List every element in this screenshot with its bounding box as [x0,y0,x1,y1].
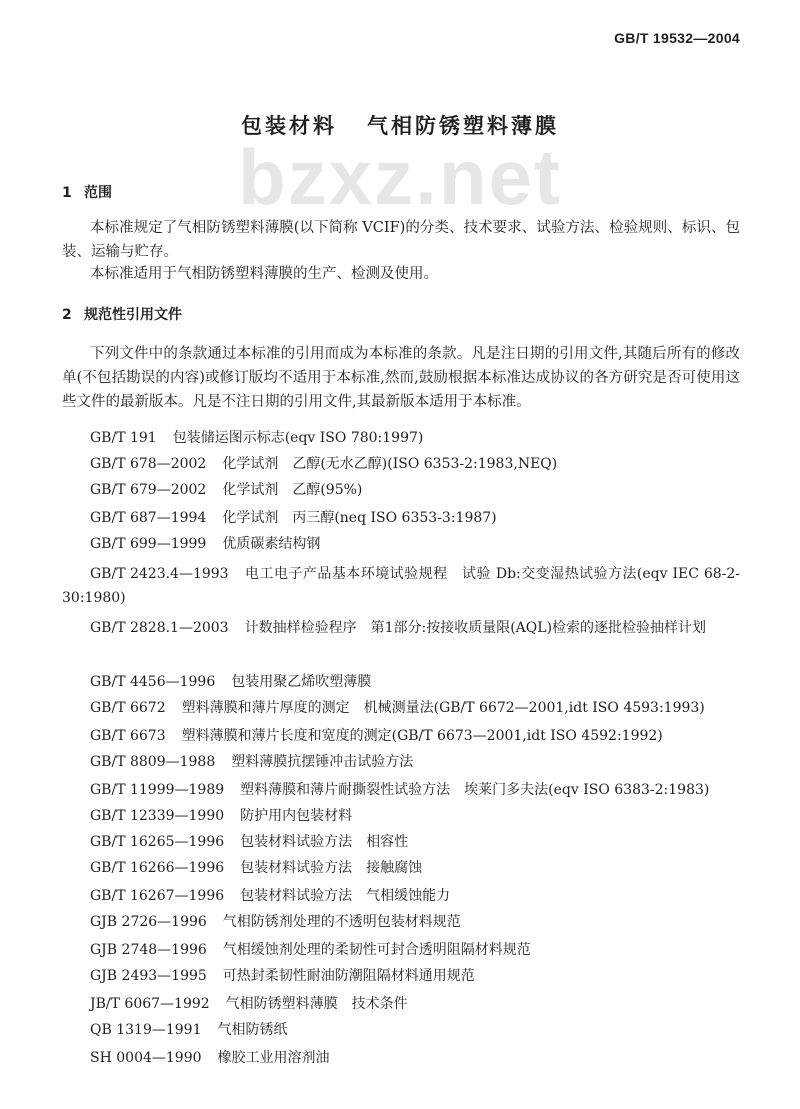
reference-item [62,1018,740,1042]
reference-item [62,1046,740,1070]
section-2-heading [62,304,182,324]
reference-item [62,696,740,720]
ref-code: GB/T 678—2002 [90,456,207,472]
section-1-paragraph-1: 本标准规定了气相防锈塑料薄膜(以下简称 VCIF)的分类、技术要求、试验方法、检验规则、标识、包装、运输与贮存。 [62,220,740,260]
ref-code: GB/T 11999—1989 [90,782,225,798]
ref-title: 化学试剂 乙醇(无水乙醇)(ISO 6353-2:1983,NEQ) [222,456,558,472]
ref-title: 塑料薄膜抗摆锤冲击试验方法 [231,754,414,770]
ref-code: GB/T 687—1994 [90,510,207,526]
section-number: 1 [62,185,72,201]
section-1-heading [62,182,112,202]
ref-title: 防护用内包装材料 [240,808,353,824]
ref-title: 橡胶工业用溶剂油 [217,1050,330,1066]
watermark: bzxz.net [238,133,562,221]
ref-code: GB/T 16266—1996 [90,860,225,876]
ref-code: GB/T 16267—1996 [90,888,225,904]
ref-code: JB/T 6067—1992 [90,996,210,1012]
reference-item [62,856,740,880]
section-title: 规范性引用文件 [84,307,182,323]
reference-item [62,750,740,774]
ref-code: GB/T 2423.4—1993 [90,566,229,582]
section-number: 2 [62,307,72,323]
ref-title: 气相缓蚀剂处理的柔韧性可封合透明阻隔材料规范 [222,942,531,958]
ref-title: 化学试剂 乙醇(95%) [222,482,363,498]
ref-title: 电工电子产品基本环境试验规程 试验 Db:交变湿热试验方法(eqv IEC 68-2-30:1980) [62,566,740,606]
ref-title: 包装材料试验方法 接触腐蚀 [240,860,423,876]
ref-title: 可热封柔韧性耐油防潮阻隔材料通用规范 [222,968,475,984]
ref-code: GB/T 6672 [90,700,166,716]
reference-item [62,884,740,908]
ref-title: 包装用聚乙烯吹塑薄膜 [231,674,372,690]
ref-title: 包装储运图示标志(eqv ISO 780:1997) [172,430,424,446]
ref-title: 包装材料试验方法 相容性 [240,834,409,850]
reference-item [62,778,740,802]
section-1-paragraph-2: 本标准适用于气相防锈塑料薄膜的生产、检测及使用。 [90,266,438,282]
reference-item [62,506,740,530]
reference-item [62,964,740,988]
reference-item [62,478,740,502]
ref-title: 包装材料试验方法 气相缓蚀能力 [240,888,451,904]
reference-item [62,426,740,450]
ref-code: GJB 2748—1996 [90,942,207,958]
ref-code: GB/T 8809—1988 [90,754,216,770]
ref-title: 塑料薄膜和薄片厚度的测定 机械测量法(GB/T 6672—2001,idt ISO 4593:1993) [181,700,705,716]
ref-code: GB/T 16265—1996 [90,834,225,850]
reference-item [62,532,740,556]
ref-code: GB/T 2828.1—2003 [90,620,229,636]
ref-code: GB/T 191 [90,430,157,446]
reference-item [62,670,740,694]
reference-item [62,804,740,828]
reference-item [62,724,740,748]
title-part1: 包装材料 [241,114,337,138]
ref-code: GB/T 12339—1990 [90,808,225,824]
ref-title: 气相防锈剂处理的不透明包装材料规范 [222,914,461,930]
ref-code: GJB 2493—1995 [90,968,207,984]
ref-title: 塑料薄膜和薄片长度和宽度的测定(GB/T 6673—2001,idt ISO 4592:1992) [181,728,663,744]
ref-title: 气相防锈塑料薄膜 技术条件 [225,996,408,1012]
ref-code: GB/T 4456—1996 [90,674,216,690]
reference-item [62,910,740,934]
reference-item [62,616,740,640]
reference-item [62,830,740,854]
reference-item [62,992,740,1016]
title-part2: 气相防锈塑料薄膜 [367,114,559,138]
document-title [0,110,800,140]
ref-title: 化学试剂 丙三醇(neq ISO 6353-3:1987) [222,510,497,526]
reference-item [62,562,740,610]
section-title: 范围 [84,185,112,201]
ref-code: GB/T 679—2002 [90,482,207,498]
ref-title: 塑料薄膜和薄片耐撕裂性试验方法 埃莱门多夫法(eqv ISO 6383-2:1983) [240,782,710,798]
ref-title: 计数抽样检验程序 第1部分:按接收质量限(AQL)检索的逐批检验抽样计划 [244,620,707,636]
section-2-paragraph: 下列文件中的条款通过本标准的引用而成为本标准的条款。凡是注日期的引用文件,其随后所有的修改单(不包括勘误的内容)或修订版均不适用于本标准,然而,鼓励根据本标准达成协议的各方研究是否可使用这些文件的最新版本。凡是不注日期的引用文件,其最新版本适用于本标准。 [62,346,740,410]
ref-code: GB/T 6673 [90,728,166,744]
ref-title: 优质碳素结构钢 [222,536,321,552]
ref-code: GB/T 699—1999 [90,536,207,552]
ref-code: SH 0004—1990 [90,1050,202,1066]
ref-code: GJB 2726—1996 [90,914,207,930]
ref-code: QB 1319—1991 [90,1022,202,1038]
ref-title: 气相防锈纸 [217,1022,288,1038]
reference-item [62,938,740,962]
standard-code: GB/T 19532—2004 [614,30,740,46]
reference-item [62,452,740,476]
